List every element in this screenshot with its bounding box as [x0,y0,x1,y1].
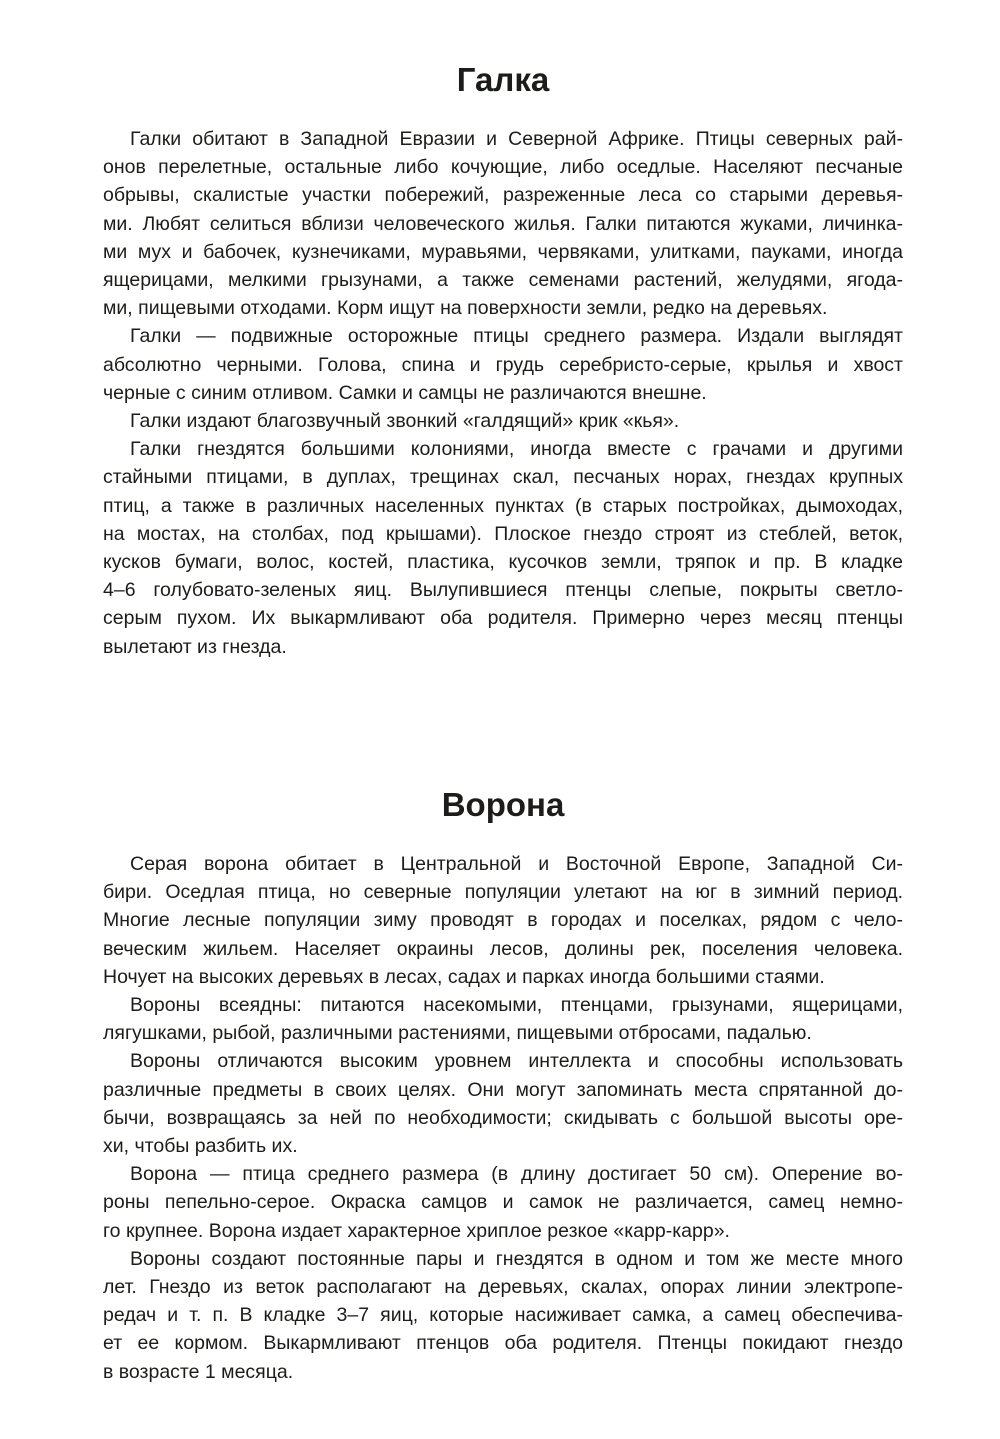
text-line: различные предметы в своих целях. Они могут запоминать места спрятанной до- [103,1078,903,1101]
text-line: го крупнее. Ворона издает характерное хриплое резкое «карр-карр». [103,1219,730,1242]
paragraph [103,407,903,435]
section-body [103,125,903,661]
text-line: Серая ворона обитает в Центральной и Восточной Европе, Западной Си- [130,853,903,875]
text-line: кусков бумаги, волос, костей, пластика, кусочков земли, тряпок и пр. В кладке [103,551,903,574]
text-line: Вороны отличаются высоким уровнем интеллекта и способны использовать [130,1050,903,1073]
text-line: абсолютно черными. Голова, спина и грудь серебристо-серые, крылья и хвост [103,353,903,376]
text-line: серым пухом. Их выкармливают оба родителя. Примерно через месяц птенцы [103,607,903,630]
paragraph [103,1245,903,1386]
paragraph [103,850,903,991]
section-title: Ворона [441,786,565,823]
paragraph [103,1160,903,1245]
section-body [103,850,903,1386]
text-line: черные с синим отливом. Самки и самцы не различаются внешне. [103,381,707,404]
paragraph [103,1047,903,1160]
text-line: в возрасте 1 месяца. [103,1360,294,1383]
section-vorona [103,783,903,1386]
text-line: Вороны всеядны: питаются насекомыми, птенцами, грызунами, ящерицами, [130,994,903,1017]
paragraph [103,125,903,322]
text-line: хи, чтобы разбить их. [103,1135,298,1158]
text-line: птиц, а также в различных населенных пунктах (в старых постройках, дымоходах, [103,494,903,517]
text-line: ящерицами, мелкими грызунами, а также семенами растений, желудями, ягода- [103,269,903,292]
text-line: ет ее кормом. Выкармливают птенцов оба родителя. Птенцы покидают гнездо [103,1332,903,1355]
text-line: ми, пищевыми отходами. Корм ищут на поверхности земли, редко на деревьях. [103,297,828,320]
paragraph [103,435,903,661]
text-line: лягушками, рыбой, различными растениями, пищевыми отбросами, падалью. [103,1022,812,1045]
text-line: ми. Любят селиться вблизи человеческого жилья. Галки питаются жуками, личинка- [103,212,903,235]
section-title: Галка [456,61,550,98]
text-line: бычи, возвращаясь за ней по необходимости; скидывать с большой высоты оре- [103,1106,903,1129]
text-line: Ночует на высоких деревьях в лесах, садах и парках иногда большими стаями. [103,965,825,988]
text-line: 4–6 голубовато-зеленых яиц. Вылупившиеся птенцы слепые, покрыты светло- [103,579,903,602]
text-line: онов перелетные, остальные либо кочующие, либо оседлые. Населяют песчаные [103,156,903,179]
text-line: веческим жильем. Населяет окраины лесов, долины рек, поселения человека. [103,937,903,960]
text-line: Ворона — птица среднего размера (в длину достигает 50 см). Оперение во- [130,1163,903,1186]
text-line: Многие лесные популяции зиму проводят в городах и поселках, рядом с чело- [103,909,903,932]
text-line: вылетают из гнезда. [103,635,287,658]
text-line: на мостах, на столбах, под крышами). Плоское гнездо строят из стеблей, веток, [103,522,903,545]
section-galka [103,58,903,661]
text-line: ми мух и бабочек, кузнечиками, муравьями, червяками, улитками, пауками, иногда [103,240,903,263]
text-line: лет. Гнездо из веток располагают на деревьях, скалах, опорах линии электропе- [103,1276,903,1299]
text-line: Галки издают благозвучный звонкий «галдящий» крик «кья». [130,410,680,433]
text-line: редач и т. п. В кладке 3–7 яиц, которые насиживает самка, а самец обеспечива- [103,1304,903,1327]
text-line: Галки — подвижные осторожные птицы среднего размера. Издали выглядят [130,325,903,348]
text-line: стайными птицами, в дуплах, трещинах скал, песчаных норах, гнездах крупных [103,466,903,489]
text-line: обрывы, скалистые участки побережий, разреженные леса со старыми деревья- [103,184,903,207]
text-line: Галки обитают в Западной Евразии и Северной Африке. Птицы северных рай- [130,128,903,150]
text-line: Галки гнездятся большими колониями, иногда вместе с грачами и другими [130,438,903,461]
text-line: бири. Оседлая птица, но северные популяции улетают на юг в зимний период. [103,881,903,904]
text-line: роны пепельно-серое. Окраска самцов и самок не различается, самец немно- [103,1191,903,1214]
paragraph [103,991,903,1047]
paragraph [103,322,903,407]
text-line: Вороны создают постоянные пары и гнездятся в одном и том же месте много [130,1247,903,1270]
